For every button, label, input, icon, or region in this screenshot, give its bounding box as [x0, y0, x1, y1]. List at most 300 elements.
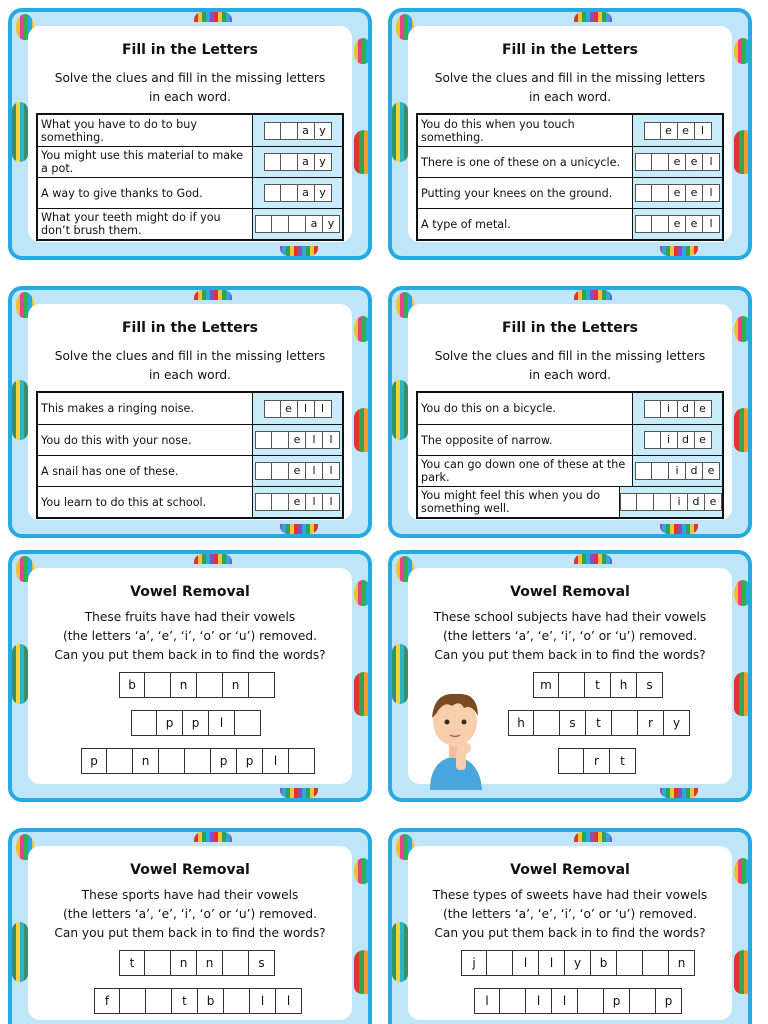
balloon-left-icon — [12, 102, 28, 162]
balloon-right-icon — [734, 580, 752, 606]
clue-row — [418, 455, 722, 486]
vowel-card-1 — [8, 550, 372, 802]
letter-box: e — [289, 493, 306, 511]
letter-box: n — [669, 950, 695, 976]
letter-box: l — [703, 153, 720, 171]
letter-box[interactable] — [264, 122, 281, 140]
letter-box: l — [250, 988, 276, 1014]
word-boxes — [131, 710, 261, 736]
word-boxes — [81, 748, 315, 774]
balloon-left-icon — [392, 380, 408, 440]
letter-box[interactable] — [289, 215, 306, 233]
letter-box: t — [586, 710, 612, 736]
letter-box[interactable] — [185, 748, 211, 774]
letter-box[interactable] — [272, 431, 289, 449]
letter-box[interactable] — [644, 400, 661, 418]
answer-boxes — [264, 122, 332, 140]
card-panel — [28, 26, 352, 242]
balloon-right-icon — [734, 38, 752, 64]
balloon-left-icon — [392, 102, 408, 162]
balloon-right-icon — [354, 38, 372, 64]
balloon-right-icon — [734, 316, 752, 342]
instructions-line: These sports have had their vowels — [81, 888, 299, 902]
clue-row — [38, 424, 342, 455]
letter-box[interactable] — [654, 493, 671, 511]
card-title: Fill in the Letters — [121, 42, 259, 58]
letter-box: s — [560, 710, 586, 736]
letter-box: i — [661, 431, 678, 449]
clue-text: You do this with your nose. — [38, 425, 253, 455]
letter-box[interactable] — [635, 184, 652, 202]
letter-box[interactable] — [652, 153, 669, 171]
clue-table — [36, 391, 344, 519]
instructions-line: These types of sweets have had their vowels — [432, 888, 708, 902]
card-title: Fill in the Letters — [501, 42, 639, 58]
balloon-bottom-icon — [660, 246, 698, 256]
letter-box: e — [661, 122, 678, 140]
balloon-right-red-icon — [354, 408, 372, 452]
clue-text: You do this when you touch something. — [418, 115, 633, 146]
letter-box: n — [223, 672, 249, 698]
clue-table — [36, 113, 344, 241]
balloon-left-icon — [392, 644, 408, 704]
card-instructions — [38, 608, 342, 665]
letter-box: n — [171, 672, 197, 698]
fill-card-3 — [8, 286, 372, 538]
card-panel — [408, 846, 732, 1020]
letter-box: l — [695, 122, 712, 140]
balloon-right-red-icon — [354, 672, 372, 716]
balloon-top-icon — [194, 12, 232, 22]
clue-row — [418, 486, 722, 517]
card-panel — [28, 846, 352, 1020]
letter-box[interactable] — [635, 215, 652, 233]
answer-boxes — [264, 153, 332, 171]
clue-row — [38, 455, 342, 486]
clue-row — [38, 177, 342, 208]
letter-box: e — [703, 462, 720, 480]
letter-box: a — [298, 184, 315, 202]
balloon-top-icon — [574, 290, 612, 300]
answer-boxes — [264, 400, 332, 418]
clue-answer-cell — [633, 425, 722, 455]
clue-answer-cell — [620, 487, 722, 517]
instructions-line: Solve the clues and fill in the missing letters — [434, 349, 706, 363]
word-boxes — [508, 710, 690, 736]
letter-box: j — [461, 950, 487, 976]
letter-box: p — [211, 748, 237, 774]
letter-box: l — [526, 988, 552, 1014]
letter-box[interactable] — [249, 672, 275, 698]
letter-box: l — [298, 400, 315, 418]
letter-box[interactable] — [637, 493, 654, 511]
letter-box[interactable] — [635, 153, 652, 171]
instructions-line: Solve the clues and fill in the missing letters — [54, 349, 326, 363]
card-instructions — [38, 347, 342, 385]
clue-row — [38, 115, 342, 146]
letter-box[interactable] — [281, 122, 298, 140]
balloon-bottom-icon — [660, 524, 698, 534]
letter-box[interactable] — [255, 493, 272, 511]
letter-box[interactable] — [534, 710, 560, 736]
clue-text: There is one of these on a unicycle. — [418, 147, 633, 177]
balloon-right-icon — [354, 858, 372, 884]
letter-box[interactable] — [487, 950, 513, 976]
clue-answer-cell — [253, 115, 342, 146]
clue-answer-cell — [253, 487, 342, 517]
balloon-left-icon — [12, 380, 28, 440]
balloon-right-icon — [734, 858, 752, 884]
fill-card-1 — [8, 8, 372, 260]
answer-boxes — [255, 431, 340, 449]
clue-answer-cell — [253, 393, 342, 424]
letter-box: e — [669, 153, 686, 171]
clue-row — [418, 146, 722, 177]
clue-text: You learn to do this at school. — [38, 487, 253, 517]
card-title: Vowel Removal — [510, 584, 630, 600]
instructions-line: (the letters ‘a’, ‘e’, ‘i’, ‘o’ or ‘u’) removed. — [442, 907, 698, 921]
balloon-right-icon — [354, 316, 372, 342]
instructions-line: in each word. — [528, 368, 612, 382]
clue-answer-cell — [253, 147, 342, 177]
letter-box[interactable] — [235, 710, 261, 736]
instructions-line: in each word. — [528, 90, 612, 104]
clue-answer-cell — [253, 178, 342, 208]
clue-text: What your teeth might do if you don’t brush them. — [38, 209, 253, 239]
letter-box: e — [686, 153, 703, 171]
letter-box: l — [539, 950, 565, 976]
balloon-bottom-icon — [280, 246, 318, 256]
card-instructions — [418, 886, 722, 943]
letter-box: r — [584, 748, 610, 774]
clue-answer-cell — [253, 209, 342, 239]
letter-box: l — [552, 988, 578, 1014]
letter-box: l — [306, 493, 323, 511]
balloon-top-icon — [574, 554, 612, 564]
letter-box: l — [323, 493, 340, 511]
clue-row — [38, 146, 342, 177]
letter-box: e — [705, 493, 722, 511]
letter-box[interactable] — [620, 493, 637, 511]
letter-box: l — [209, 710, 235, 736]
balloon-right-red-icon — [734, 408, 752, 452]
card-title: Vowel Removal — [130, 862, 250, 878]
letter-box: e — [289, 462, 306, 480]
clue-text: The opposite of narrow. — [418, 425, 633, 455]
letter-box: f — [94, 988, 120, 1014]
letter-box: e — [281, 400, 298, 418]
vowel-card-2 — [388, 550, 752, 802]
letter-box: p — [183, 710, 209, 736]
clue-text: You can go down one of these at the park. — [418, 456, 633, 486]
letter-box: e — [695, 400, 712, 418]
letter-box: s — [637, 672, 663, 698]
letter-box[interactable] — [644, 122, 661, 140]
clue-row — [418, 424, 722, 455]
letter-box[interactable] — [558, 748, 584, 774]
card-panel — [408, 304, 732, 520]
balloon-left-icon — [392, 922, 408, 982]
letter-box: l — [323, 462, 340, 480]
letter-box[interactable] — [107, 748, 133, 774]
balloon-top-icon — [574, 12, 612, 22]
letter-box[interactable] — [145, 950, 171, 976]
balloon-left-icon — [12, 644, 28, 704]
answer-boxes — [644, 122, 712, 140]
letter-box: t — [119, 950, 145, 976]
letter-box: i — [671, 493, 688, 511]
letter-box: l — [263, 748, 289, 774]
balloon-bottom-icon — [280, 788, 318, 798]
letter-box: a — [298, 153, 315, 171]
card-panel — [28, 304, 352, 520]
clue-text: You do this on a bicycle. — [418, 393, 633, 424]
instructions-line: Solve the clues and fill in the missing letters — [434, 71, 706, 85]
letter-box: p — [656, 988, 682, 1014]
letter-box: l — [703, 215, 720, 233]
clue-row — [418, 393, 722, 424]
answer-boxes — [635, 215, 720, 233]
letter-box: a — [298, 122, 315, 140]
letter-box[interactable] — [145, 672, 171, 698]
letter-box[interactable] — [652, 462, 669, 480]
letter-box[interactable] — [612, 710, 638, 736]
vowel-card-3 — [8, 828, 372, 1024]
answer-boxes — [644, 431, 712, 449]
instructions-line: These fruits have had their vowels — [84, 610, 296, 624]
letter-box[interactable] — [272, 493, 289, 511]
letter-box: y — [664, 710, 690, 736]
letter-box: i — [661, 400, 678, 418]
answer-boxes — [644, 400, 712, 418]
clue-answer-cell — [253, 425, 342, 455]
letter-box: l — [276, 988, 302, 1014]
balloon-top-icon — [194, 832, 232, 842]
card-instructions — [38, 69, 342, 107]
letter-box: t — [585, 672, 611, 698]
letter-box[interactable] — [500, 988, 526, 1014]
card-title: Vowel Removal — [130, 584, 250, 600]
letter-box: y — [323, 215, 340, 233]
letter-box[interactable] — [264, 400, 281, 418]
clue-answer-cell — [633, 147, 722, 177]
clue-text: Putting your knees on the ground. — [418, 178, 633, 208]
instructions-line: Can you put them back in to find the words? — [434, 648, 706, 662]
letter-box[interactable] — [559, 672, 585, 698]
word-boxes — [119, 672, 275, 698]
letter-box: r — [638, 710, 664, 736]
letter-box: s — [249, 950, 275, 976]
balloon-right-icon — [354, 580, 372, 606]
card-panel — [28, 568, 352, 784]
letter-box[interactable] — [578, 988, 604, 1014]
letter-box: d — [678, 400, 695, 418]
instructions-line: in each word. — [148, 90, 232, 104]
letter-box: l — [703, 184, 720, 202]
vowel-card-4 — [388, 828, 752, 1024]
card-panel — [408, 26, 732, 242]
letter-box: l — [323, 431, 340, 449]
clue-row — [38, 208, 342, 239]
letter-box: p — [604, 988, 630, 1014]
clue-answer-cell — [633, 115, 722, 146]
card-instructions — [418, 347, 722, 385]
clue-answer-cell — [633, 393, 722, 424]
letter-box[interactable] — [272, 215, 289, 233]
clue-text: A way to give thanks to God. — [38, 178, 253, 208]
instructions-line: (the letters ‘a’, ‘e’, ‘i’, ‘o’ or ‘u’) removed. — [62, 907, 318, 921]
letter-box: m — [533, 672, 559, 698]
letter-box[interactable] — [159, 748, 185, 774]
letter-box[interactable] — [223, 950, 249, 976]
card-panel — [408, 568, 732, 784]
clue-text: You might feel this when you do something well. — [418, 487, 620, 517]
letter-box: n — [133, 748, 159, 774]
balloon-left-icon — [12, 922, 28, 982]
clue-row — [418, 115, 722, 146]
answer-boxes — [635, 153, 720, 171]
clue-text: A snail has one of these. — [38, 456, 253, 486]
letter-box: y — [315, 153, 332, 171]
letter-box: d — [686, 462, 703, 480]
letter-box: t — [610, 748, 636, 774]
card-instructions — [418, 69, 722, 107]
letter-box: b — [591, 950, 617, 976]
letter-box[interactable] — [281, 184, 298, 202]
clue-text: This makes a ringing noise. — [38, 393, 253, 424]
letter-box: n — [197, 950, 223, 976]
letter-box[interactable] — [643, 950, 669, 976]
letter-box: d — [688, 493, 705, 511]
letter-box[interactable] — [264, 184, 281, 202]
clue-answer-cell — [633, 456, 722, 486]
letter-box[interactable] — [255, 462, 272, 480]
word-boxes — [474, 988, 682, 1014]
letter-box: p — [237, 748, 263, 774]
letter-box: l — [306, 462, 323, 480]
fill-card-4 — [388, 286, 752, 538]
clue-table — [416, 391, 724, 519]
letter-box: y — [565, 950, 591, 976]
clue-text: You might use this material to make a pot. — [38, 147, 253, 177]
letter-box[interactable] — [281, 153, 298, 171]
word-boxes — [558, 748, 636, 774]
balloon-bottom-icon — [280, 524, 318, 534]
letter-box: b — [119, 672, 145, 698]
clue-text: What you have to do to buy something. — [38, 115, 253, 146]
letter-box: b — [198, 988, 224, 1014]
letter-box[interactable] — [224, 988, 250, 1014]
balloon-top-icon — [194, 554, 232, 564]
letter-box: d — [678, 431, 695, 449]
answer-boxes — [635, 462, 720, 480]
letter-box[interactable] — [146, 988, 172, 1014]
letter-box: e — [669, 215, 686, 233]
letter-box[interactable] — [289, 748, 315, 774]
clue-row — [418, 177, 722, 208]
letter-box: y — [315, 184, 332, 202]
letter-box: n — [171, 950, 197, 976]
letter-box[interactable] — [264, 153, 281, 171]
instructions-line: Can you put them back in to find the words? — [54, 648, 326, 662]
card-title: Vowel Removal — [510, 862, 630, 878]
balloon-bottom-icon — [660, 788, 698, 798]
clue-row — [38, 486, 342, 517]
instructions-line: (the letters ‘a’, ‘e’, ‘i’, ‘o’ or ‘u’) removed. — [62, 629, 318, 643]
letter-box: i — [669, 462, 686, 480]
letter-box[interactable] — [120, 988, 146, 1014]
clue-answer-cell — [633, 178, 722, 208]
letter-box[interactable] — [652, 184, 669, 202]
letter-box: e — [695, 431, 712, 449]
letter-box[interactable] — [272, 462, 289, 480]
letter-box: e — [686, 184, 703, 202]
word-boxes — [119, 950, 275, 976]
answer-boxes — [255, 215, 340, 233]
answer-boxes — [620, 493, 722, 511]
instructions-line: in each word. — [148, 368, 232, 382]
letter-box[interactable] — [644, 431, 661, 449]
letter-box[interactable] — [635, 462, 652, 480]
letter-box: l — [513, 950, 539, 976]
balloon-right-red-icon — [734, 130, 752, 174]
clue-answer-cell — [633, 209, 722, 239]
card-title: Fill in the Letters — [501, 320, 639, 336]
letter-box: l — [306, 431, 323, 449]
card-instructions — [418, 608, 722, 665]
instructions-line: Can you put them back in to find the words? — [434, 926, 706, 940]
clue-table — [416, 113, 724, 241]
instructions-line: (the letters ‘a’, ‘e’, ‘i’, ‘o’ or ‘u’) removed. — [442, 629, 698, 643]
letter-box: t — [172, 988, 198, 1014]
fill-card-2 — [388, 8, 752, 260]
letter-box[interactable] — [652, 215, 669, 233]
letter-box: p — [157, 710, 183, 736]
answer-boxes — [264, 184, 332, 202]
letter-box: e — [289, 431, 306, 449]
balloon-right-red-icon — [734, 950, 752, 994]
balloon-right-red-icon — [354, 130, 372, 174]
letter-box: l — [474, 988, 500, 1014]
letter-box: a — [306, 215, 323, 233]
thinking-boy-icon — [420, 680, 490, 790]
clue-answer-cell — [253, 456, 342, 486]
answer-boxes — [255, 462, 340, 480]
card-instructions — [38, 886, 342, 943]
letter-box: e — [686, 215, 703, 233]
letter-box[interactable] — [131, 710, 157, 736]
answer-boxes — [255, 493, 340, 511]
letter-box[interactable] — [617, 950, 643, 976]
instructions-line: Solve the clues and fill in the missing letters — [54, 71, 326, 85]
clue-row — [38, 393, 342, 424]
card-title: Fill in the Letters — [121, 320, 259, 336]
letter-box[interactable] — [255, 215, 272, 233]
letter-box[interactable] — [630, 988, 656, 1014]
letter-box[interactable] — [255, 431, 272, 449]
balloon-right-red-icon — [734, 672, 752, 716]
instructions-line: Can you put them back in to find the words? — [54, 926, 326, 940]
balloon-top-icon — [194, 290, 232, 300]
letter-box: h — [611, 672, 637, 698]
letter-box: p — [81, 748, 107, 774]
letter-box: h — [508, 710, 534, 736]
word-boxes — [94, 988, 302, 1014]
letter-box[interactable] — [197, 672, 223, 698]
letter-box: e — [678, 122, 695, 140]
letter-box: y — [315, 122, 332, 140]
word-boxes — [461, 950, 695, 976]
